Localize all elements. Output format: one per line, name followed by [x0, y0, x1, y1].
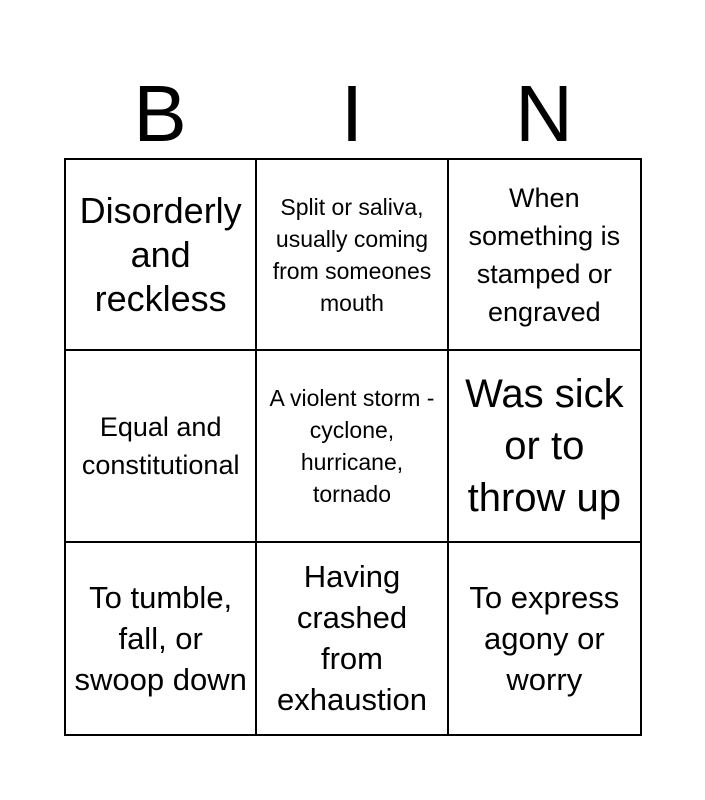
cell-text: To express agony or worry — [469, 579, 620, 697]
bingo-header — [64, 70, 640, 158]
cell-text: When something is stamped or engraved — [468, 182, 621, 327]
bingo-cell[interactable] — [257, 160, 448, 351]
cell-text: Disorderly and reckless — [79, 189, 242, 319]
cell-text: Having crashed from exhaustion — [277, 559, 427, 718]
bingo-cell[interactable] — [66, 160, 257, 351]
header-letter-b: B — [133, 69, 187, 158]
cell-text: To tumble, fall, or swoop down — [74, 579, 247, 697]
cell-text: Was sick or to throw up — [465, 371, 624, 520]
header-letter-i: I — [340, 69, 364, 158]
bingo-cell[interactable] — [66, 543, 257, 734]
bingo-cell[interactable] — [449, 351, 640, 542]
bingo-cell[interactable] — [257, 351, 448, 542]
bingo-cell[interactable] — [449, 543, 640, 734]
cell-text: Equal and constitutional — [81, 411, 240, 480]
bingo-cell[interactable] — [66, 351, 257, 542]
bingo-cell[interactable] — [257, 543, 448, 734]
header-letter-n: N — [515, 69, 573, 158]
bingo-card-grid — [64, 158, 642, 736]
cell-text: A violent storm - cyclone, hurricane, tornado — [269, 384, 435, 507]
bingo-cell[interactable] — [449, 160, 640, 351]
cell-text: Split or saliva, usually coming from someones mouth — [272, 193, 432, 316]
